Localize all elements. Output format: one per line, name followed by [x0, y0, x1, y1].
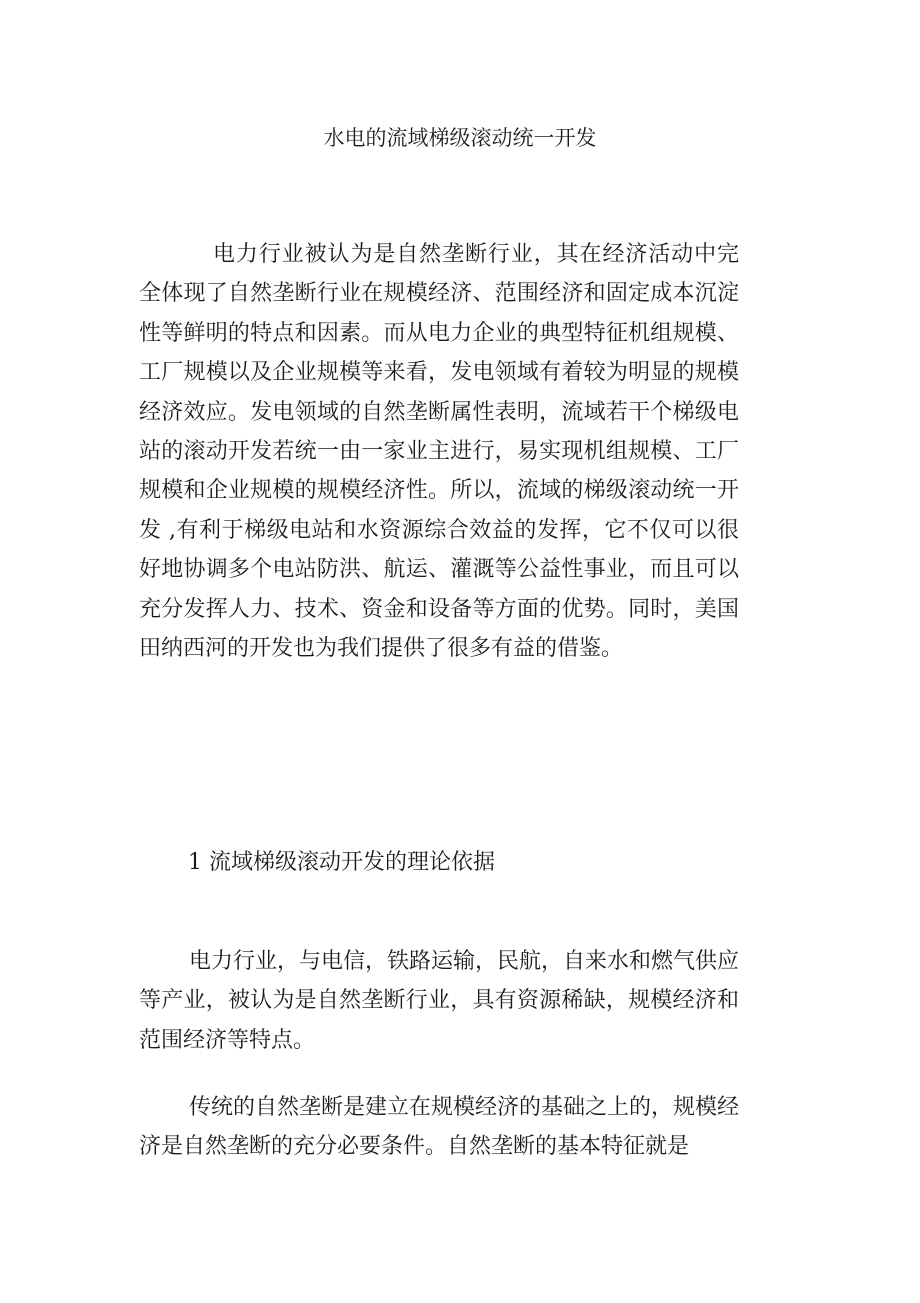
section-paragraph-2: 传统的自然垄断是建立在规模经济的基础之上的，规模经济是自然垄断的充分必要条件。自然垄断的基本特征就是	[139, 1095, 740, 1160]
section-paragraph-1: 电力行业，与电信，铁路运输，民航，自来水和燃气供应等产业，被认为是自然垄断行业，具有资源稀缺，规模经济和范围经济等特点。	[139, 949, 740, 1053]
document-title: 水电的流域梯级滚动统一开发	[323, 126, 597, 150]
intro-paragraph: 电力行业被认为是自然垄断行业，其在经济活动中完全体现了自然垄断行业在规模经济、范围经济和固定成本沉淀性等鲜明的特点和因素。而从电力企业的典型特征机组规模、工厂规模以及企业规模等来看，发电领域有着较为明显的规模经济效应。发电领域的自然垄断属性表明，流域若干个梯级电站的滚动开发若统一由一家业主进行，易实现机组规模、工厂规模和企业规模的规模经济性。所以，流域的梯级滚动统一开发 ,有利于梯级电站和水资源综合效益的发挥，它不仅可以很好地协调多个电站防洪、航运、灌溉等公益性事业，而且可以充分发挥人力、技术、资金和设备等方面的优势。同时，美国田纳西河的开发也为我们提供了很多有益的借鉴。	[139, 242, 739, 662]
section-heading: 1 流域梯级滚动开发的理论依据	[188, 850, 495, 875]
